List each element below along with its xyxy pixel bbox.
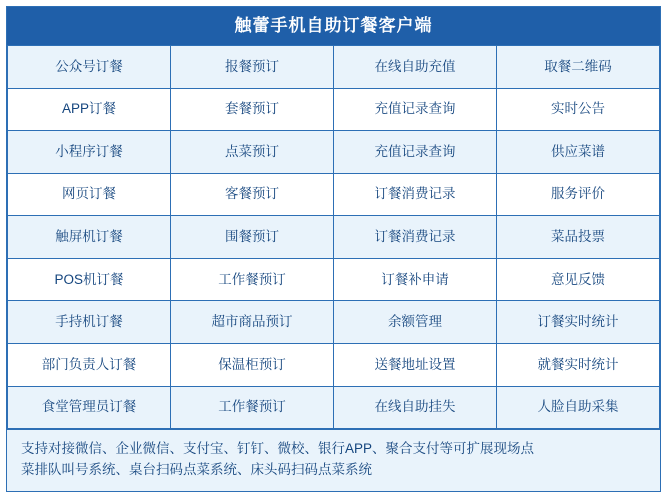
page-title: 触蕾手机自助订餐客户端 (7, 7, 660, 45)
feature-cell[interactable]: 点菜预订 (171, 131, 333, 173)
feature-cell[interactable]: 供应菜谱 (497, 131, 659, 173)
feature-cell[interactable]: 余额管理 (334, 301, 496, 343)
feature-cell[interactable]: 客餐预订 (171, 174, 333, 216)
feature-cell[interactable]: 套餐预订 (171, 89, 333, 131)
feature-cell[interactable]: 充值记录查询 (334, 89, 496, 131)
feature-cell[interactable]: 在线自助充值 (334, 46, 496, 88)
footer-line-2: 菜排队叫号系统、桌台扫码点菜系统、床头码扫码点菜系统 (21, 462, 372, 478)
feature-cell[interactable]: 人脸自助采集 (497, 387, 659, 429)
table-row (8, 301, 659, 343)
feature-grid (7, 45, 660, 429)
table-row (8, 46, 659, 88)
table-row (8, 216, 659, 258)
feature-cell[interactable]: 取餐二维码 (497, 46, 659, 88)
table-row (8, 174, 659, 216)
feature-cell[interactable]: 服务评价 (497, 174, 659, 216)
feature-cell[interactable]: 工作餐预订 (171, 259, 333, 301)
feature-cell[interactable]: 公众号订餐 (8, 46, 170, 88)
feature-cell[interactable]: 保温柜预订 (171, 344, 333, 386)
footer-note (7, 429, 660, 491)
table-row (8, 89, 659, 131)
feature-cell[interactable]: 就餐实时统计 (497, 344, 659, 386)
client-feature-matrix (6, 6, 661, 492)
feature-cell[interactable]: 食堂管理员订餐 (8, 387, 170, 429)
feature-cell[interactable]: 手持机订餐 (8, 301, 170, 343)
feature-cell[interactable]: 触屏机订餐 (8, 216, 170, 258)
feature-cell[interactable]: 围餐预订 (171, 216, 333, 258)
feature-cell[interactable]: 实时公告 (497, 89, 659, 131)
feature-cell[interactable]: 订餐消费记录 (334, 216, 496, 258)
feature-cell[interactable]: 部门负责人订餐 (8, 344, 170, 386)
feature-cell[interactable]: 报餐预订 (171, 46, 333, 88)
feature-cell[interactable]: 超市商品预订 (171, 301, 333, 343)
table-row (8, 259, 659, 301)
feature-cell[interactable]: 充值记录查询 (334, 131, 496, 173)
feature-cell[interactable]: 小程序订餐 (8, 131, 170, 173)
feature-cell[interactable]: 菜品投票 (497, 216, 659, 258)
feature-cell[interactable]: 网页订餐 (8, 174, 170, 216)
feature-cell[interactable]: 意见反馈 (497, 259, 659, 301)
feature-cell[interactable]: 工作餐预订 (171, 387, 333, 429)
feature-cell[interactable]: APP订餐 (8, 89, 170, 131)
table-row (8, 344, 659, 386)
feature-cell[interactable]: 订餐补申请 (334, 259, 496, 301)
feature-cell[interactable]: 在线自助挂失 (334, 387, 496, 429)
feature-cell[interactable]: 订餐实时统计 (497, 301, 659, 343)
feature-cell[interactable]: 送餐地址设置 (334, 344, 496, 386)
table-row (8, 387, 659, 429)
feature-cell[interactable]: POS机订餐 (8, 259, 170, 301)
footer-line-1: 支持对接微信、企业微信、支付宝、钉钉、微校、银行APP、聚合支付等可扩展现场点 (21, 441, 535, 457)
feature-cell[interactable]: 订餐消费记录 (334, 174, 496, 216)
table-row (8, 131, 659, 173)
